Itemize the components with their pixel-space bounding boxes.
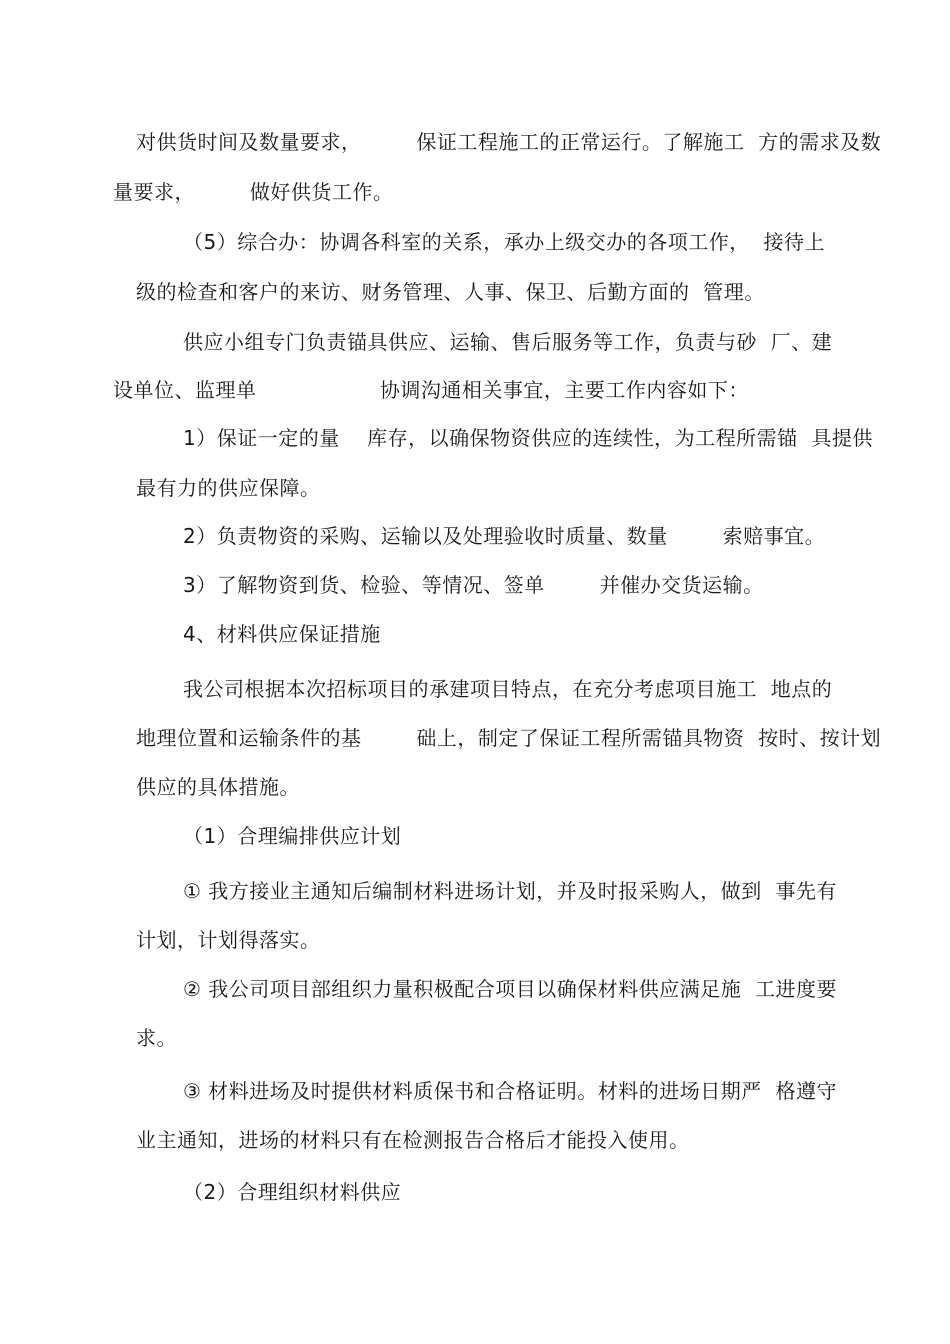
- paragraph-line: 供应的具体措施。: [136, 775, 300, 799]
- paragraph-line: 计划，计划得落实。: [136, 928, 321, 952]
- paragraph-line: 3）了解物资到货、检验、等情况、签单 并催办交货运输。: [183, 573, 764, 597]
- section-heading: 4、材料供应保证措施: [183, 622, 381, 646]
- paragraph-line: ② 我公司项目部组织力量积极配合项目以确保材料供应满足施 工进度要: [183, 977, 838, 1001]
- paragraph-line: 供应小组专门负责锚具供应、运输、售后服务等工作，负责与砂 厂、建: [183, 330, 833, 354]
- subsection-heading: （1）合理编排供应计划: [183, 824, 402, 848]
- paragraph-line: 求。: [136, 1026, 177, 1050]
- paragraph-line: ③ 材料进场及时提供材料质保书和合格证明。材料的进场日期严 格遵守: [183, 1079, 838, 1103]
- paragraph-line: （5）综合办：协调各科室的关系，承办上级交办的各项工作， 接待上: [183, 230, 825, 254]
- paragraph-line: ① 我方接业主通知后编制材料进场计划，并及时报采购人，做到 事先有: [183, 879, 838, 903]
- paragraph-line: 我公司根据本次招标项目的承建项目特点，在充分考虑项目施工 地点的: [183, 677, 833, 701]
- paragraph-line: 量要求， 做好供货工作。: [113, 180, 394, 204]
- paragraph-line: 级的检查和客户的来访、财务管理、人事、保卫、后勤方面的 管理。: [136, 280, 765, 304]
- paragraph-line: 1）保证一定的量 库存，以确保物资供应的连续性，为工程所需锚 具提供: [183, 426, 873, 450]
- paragraph-line: 业主通知，进场的材料只有在检测报告合格后才能投入使用。: [136, 1128, 690, 1152]
- paragraph-line: 对供货时间及数量要求， 保证工程施工的正常运行。了解施工 方的需求及数: [136, 130, 882, 154]
- paragraph-line: 2）负责物资的采购、运输以及处理验收时质量、数量 索赔事宜。: [183, 524, 826, 548]
- paragraph-line: 最有力的供应保障。: [136, 476, 321, 500]
- paragraph-line: 地理位置和运输条件的基 础上，制定了保证工程所需锚具物资 按时、按计划: [136, 726, 882, 750]
- paragraph-line: 设单位、监理单 协调沟通相关事宜，主要工作内容如下：: [113, 378, 749, 402]
- subsection-heading: （2）合理组织材料供应: [183, 1180, 402, 1204]
